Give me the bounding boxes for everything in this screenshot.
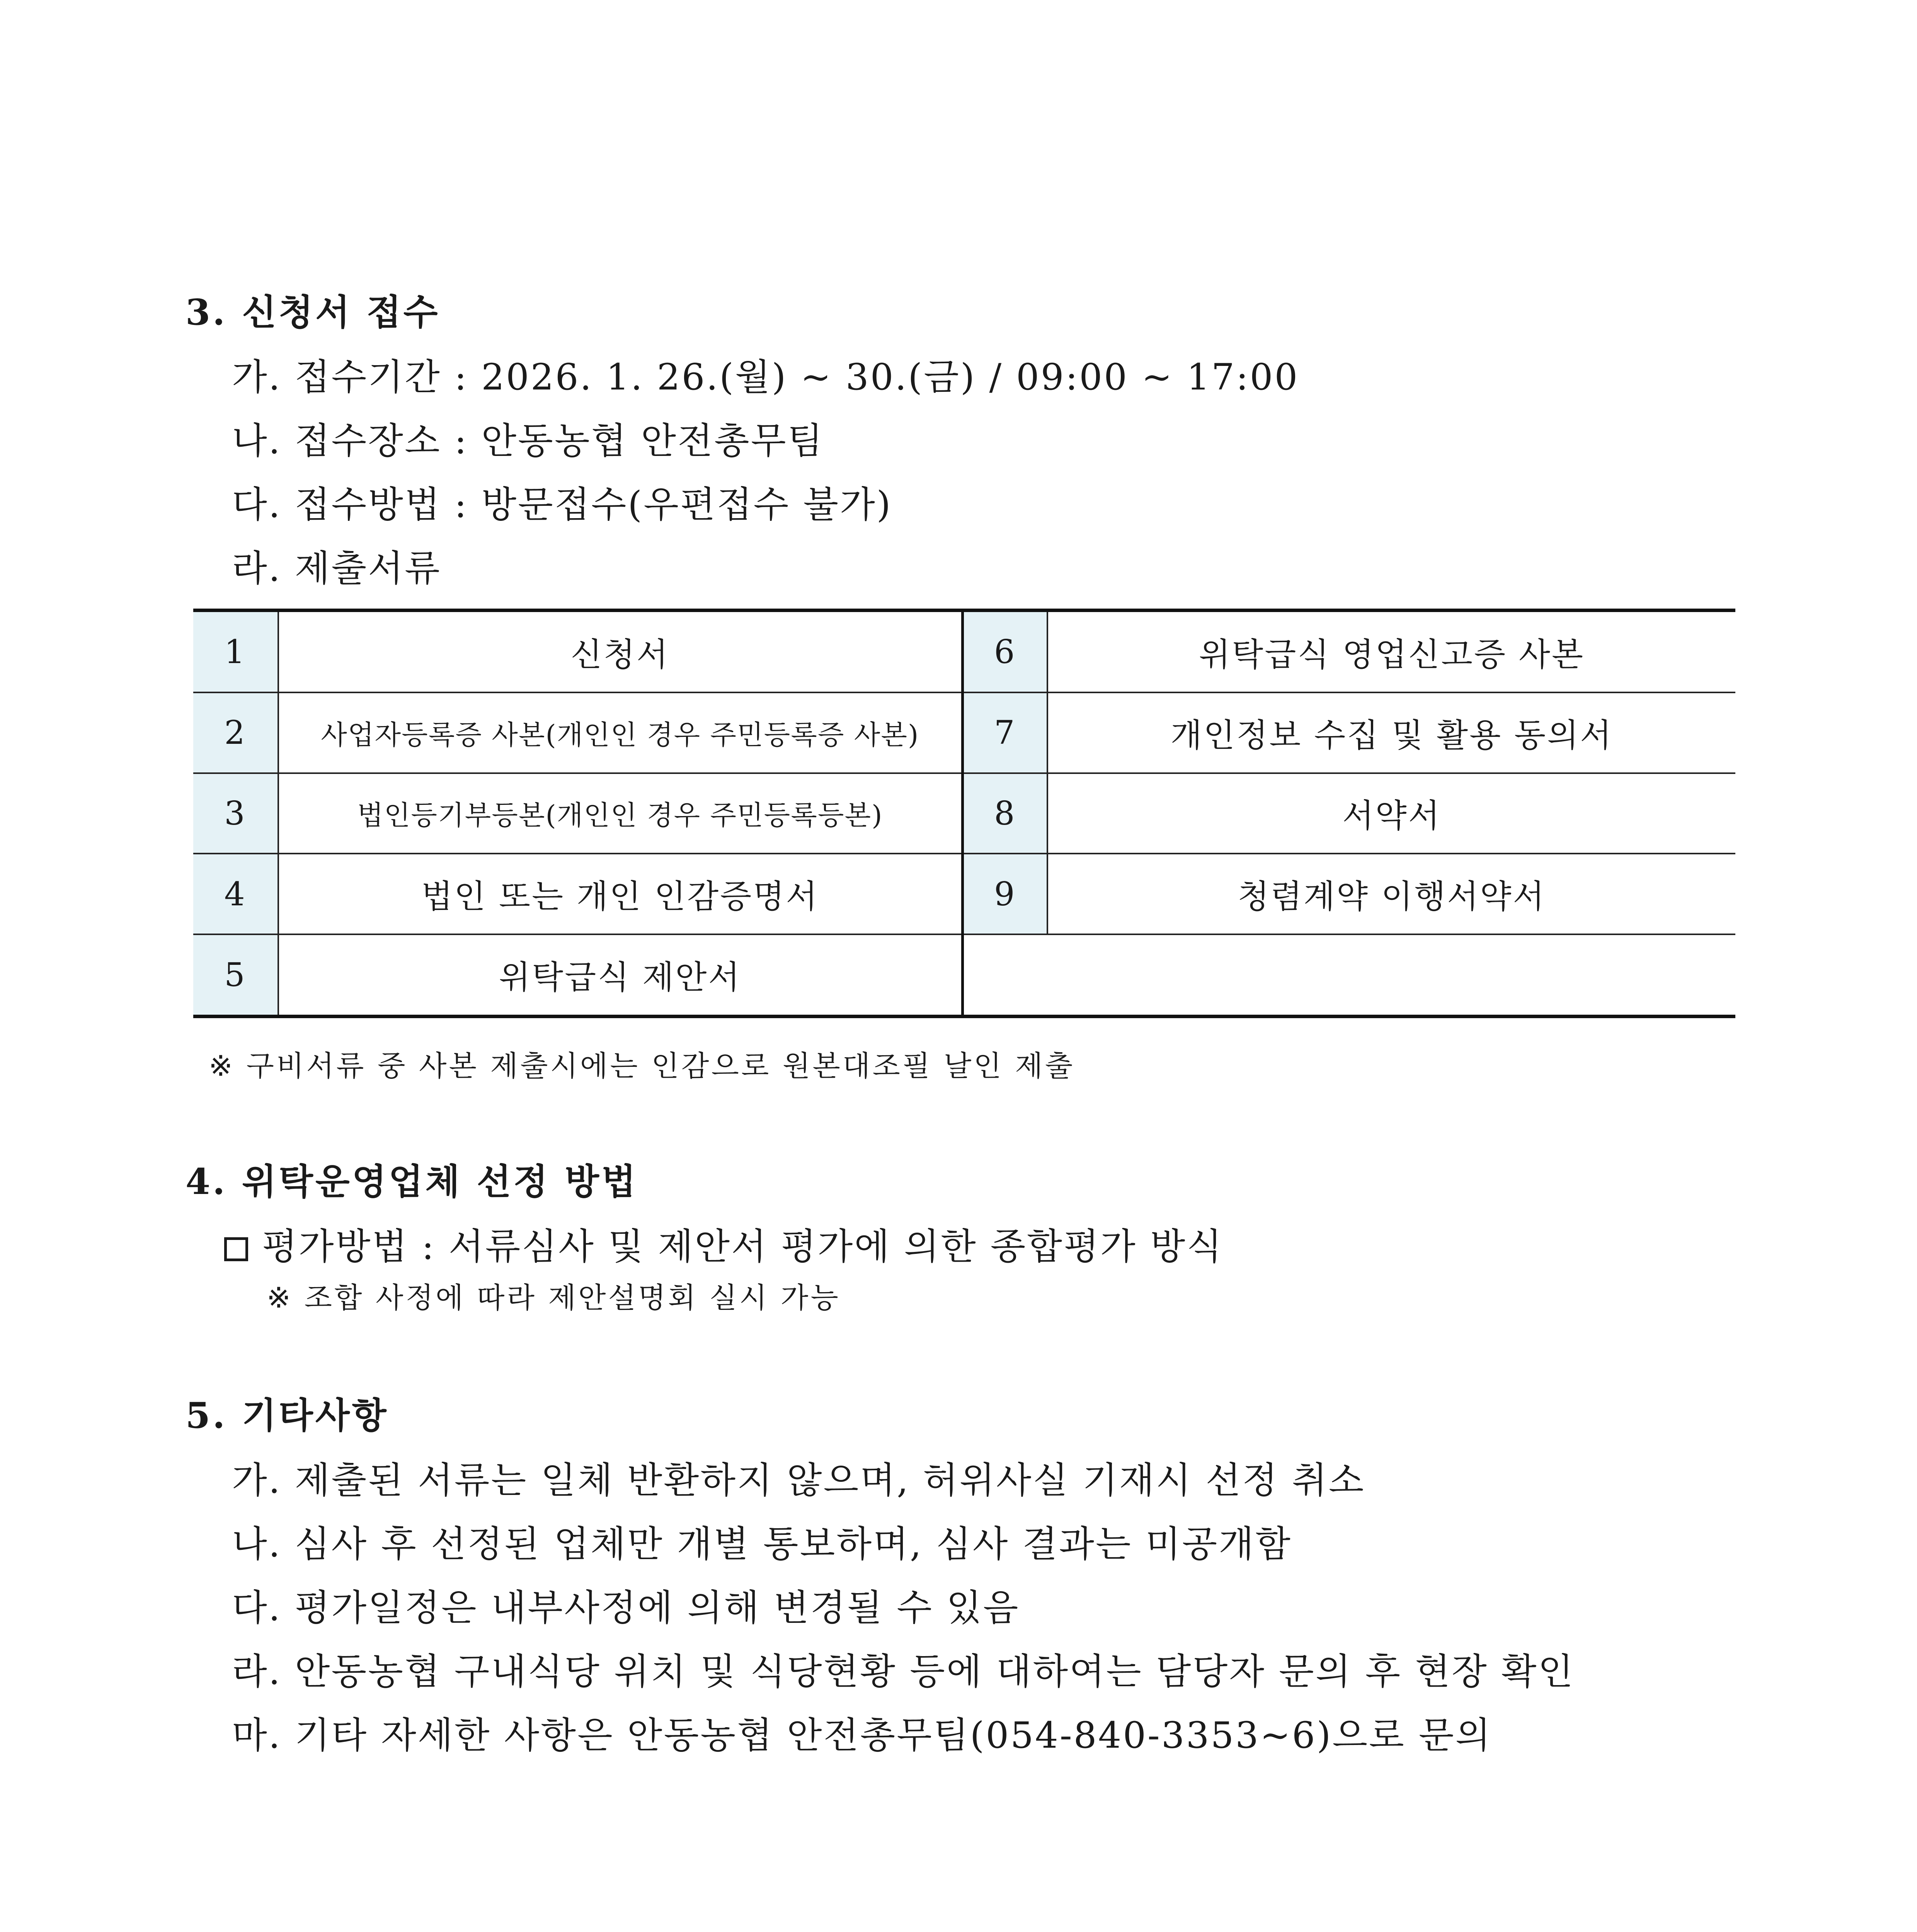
doc-number: 7 bbox=[962, 692, 1047, 773]
presentation-note: ※ 조합 사정에 따라 제안설명회 실시 가능 bbox=[267, 1281, 841, 1315]
misc-item: 나. 심사 후 선정된 업체만 개별 통보하며, 심사 결과는 미공개함 bbox=[232, 1523, 1292, 1565]
table-row bbox=[193, 934, 1735, 1017]
section-5-heading: 5. 기타사항 bbox=[186, 1395, 389, 1436]
doc-number: 5 bbox=[193, 934, 278, 1017]
doc-number: 1 bbox=[193, 611, 278, 693]
table-row bbox=[193, 854, 1735, 934]
doc-name: 위탁급식 제안서 bbox=[278, 934, 962, 1017]
empty-cell bbox=[962, 934, 1735, 1017]
misc-item: 마. 기타 자세한 사항은 안동농협 안전총무팀(054-840-3353~6)으로 문의 bbox=[232, 1714, 1492, 1757]
application-place: 나. 접수장소 : 안동농협 안전총무팀 bbox=[232, 420, 824, 462]
doc-number: 6 bbox=[962, 611, 1047, 693]
doc-name: 법인등기부등본(개인인 경우 주민등록등본) bbox=[278, 773, 962, 854]
application-method: 다. 접수방법 : 방문접수(우편접수 불가) bbox=[232, 484, 892, 526]
doc-name: 청렴계약 이행서약서 bbox=[1047, 854, 1735, 934]
section-3-heading: 3. 신청서 접수 bbox=[186, 291, 440, 333]
application-period: 가. 접수기간 : 2026. 1. 26.(월) ~ 30.(금) / 09:00 ~ 17:00 bbox=[232, 356, 1299, 398]
doc-name: 법인 또는 개인 인감증명서 bbox=[278, 854, 962, 934]
evaluation-method-text: 평가방법 : 서류심사 및 제안서 평가에 의한 종합평가 방식 bbox=[262, 1226, 1224, 1268]
copy-note: ※ 구비서류 중 사본 제출시에는 인감으로 원본대조필 날인 제출 bbox=[209, 1049, 1075, 1083]
doc-name: 위탁급식 영업신고증 사본 bbox=[1047, 611, 1735, 693]
doc-name: 사업자등록증 사본(개인인 경우 주민등록증 사본) bbox=[278, 692, 962, 773]
required-documents-label: 라. 제출서류 bbox=[232, 548, 441, 590]
table-row bbox=[193, 611, 1735, 693]
required-documents-table bbox=[193, 609, 1735, 1018]
doc-name: 서약서 bbox=[1047, 773, 1735, 854]
checkbox-icon bbox=[224, 1237, 248, 1261]
misc-item: 다. 평가일정은 내부사정에 의해 변경될 수 있음 bbox=[232, 1587, 1020, 1629]
misc-item: 가. 제출된 서류는 일체 반환하지 않으며, 허위사실 기재시 선정 취소 bbox=[232, 1459, 1365, 1502]
misc-item: 라. 안동농협 구내식당 위치 및 식당현황 등에 대하여는 담당자 문의 후 현장 확인 bbox=[232, 1651, 1575, 1693]
doc-number: 4 bbox=[193, 854, 278, 934]
evaluation-method bbox=[224, 1217, 1223, 1269]
doc-number: 2 bbox=[193, 692, 278, 773]
doc-number: 3 bbox=[193, 773, 278, 854]
table-row bbox=[193, 773, 1735, 854]
doc-name: 개인정보 수집 및 활용 동의서 bbox=[1047, 692, 1735, 773]
doc-number: 9 bbox=[962, 854, 1047, 934]
doc-number: 8 bbox=[962, 773, 1047, 854]
doc-name: 신청서 bbox=[278, 611, 962, 693]
section-4-heading: 4. 위탁운영업체 선정 방법 bbox=[186, 1161, 638, 1202]
table-row bbox=[193, 692, 1735, 773]
